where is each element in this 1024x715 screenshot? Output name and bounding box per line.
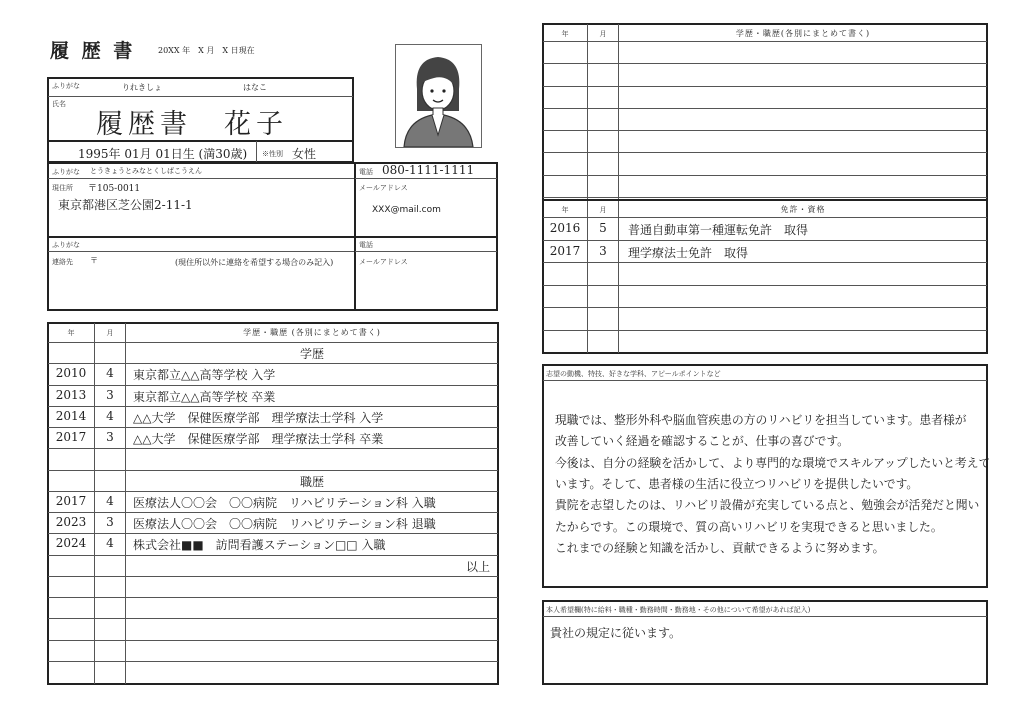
history2-row-divider — [543, 108, 987, 109]
history-text: 東京都立△△高等学校 卒業 — [133, 389, 276, 404]
history2-col-year: 年 — [561, 30, 569, 38]
history-year: 2010 — [55, 366, 87, 381]
history-row-divider — [48, 533, 498, 534]
license-row-divider — [543, 217, 987, 218]
contact-label: 連絡先 — [52, 258, 73, 266]
contact-note: (現住所以外に連絡を希望する場合のみ記入) — [175, 258, 334, 267]
history-row-divider — [48, 597, 498, 598]
motivation-label: 志望の動機、特技、好きな学科、アピールポイントなど — [546, 370, 721, 378]
contact-postal: 〒 — [90, 256, 98, 265]
history-col-month: 月 — [106, 329, 114, 337]
history-row-divider — [48, 342, 498, 343]
history-month: 3 — [106, 387, 114, 402]
history-text: 株式会社■■ 訪問看護ステーション□□ 入職 — [133, 538, 386, 553]
name-furigana-given: はなこ — [243, 83, 267, 92]
request-label: 本人希望欄(特に給料・職種・勤務時間・勤務地・その他について希望があれば記入) — [546, 606, 811, 614]
history-row-divider — [48, 448, 498, 449]
license-row-divider — [543, 285, 987, 286]
history-row-divider — [48, 555, 498, 556]
history-row-divider — [48, 406, 498, 407]
history-text: 東京都立△△高等学校 入学 — [133, 368, 276, 383]
history2-row-divider — [543, 152, 987, 153]
contact-furigana-label: ふりがな — [52, 241, 80, 249]
history-row-divider — [48, 512, 498, 513]
history-month: 4 — [106, 366, 114, 381]
license-year: 2016 — [549, 221, 581, 235]
end-mark: 以上 — [466, 559, 491, 574]
license-row-divider — [543, 262, 987, 263]
history-month: 4 — [106, 493, 114, 508]
history-year: 2017 — [55, 493, 87, 508]
history2-col-month: 月 — [599, 30, 607, 38]
motivation-line: 改善していく経過を確認することが、仕事の喜びです。 — [555, 434, 849, 449]
history-text: 医療法人〇〇会 〇〇病院 リハビリテーション科 入職 — [133, 495, 436, 510]
postal-code: 〒105-0011 — [88, 184, 141, 194]
motivation-line: 今後は、自分の経験を活かして、より専門的な環境でスキルアップしたいと考えて — [555, 455, 991, 470]
history2-row-divider — [543, 63, 987, 64]
applicant-name: 履歴書 花子 — [96, 109, 288, 140]
email-value: XXX@mail.com — [372, 205, 441, 215]
history-text: 医療法人〇〇会 〇〇病院 リハビリテーション科 退職 — [133, 517, 436, 531]
address-label: 現住所 — [52, 184, 73, 192]
history2-header: 学歴・職歴(各別にまとめて書く) — [735, 29, 871, 38]
history-row-divider — [48, 618, 498, 619]
history-year: 2023 — [55, 515, 87, 529]
license-month: 5 — [599, 221, 607, 235]
history-year: 2013 — [55, 387, 87, 402]
contact-phone-label: 電話 — [359, 241, 373, 249]
motivation-line: 貴院を志望したのは、リハビリ設備が充実している点と、勉強会が活発だと聞い — [555, 498, 980, 513]
history-row-divider — [48, 661, 498, 662]
history-row-divider — [48, 363, 498, 364]
license-top-divider — [543, 199, 987, 201]
motivation-line: います。そして、患者様の生活に役立つリハビリを提供したいです。 — [555, 476, 919, 491]
birth-date: 1995年 01月 01日生 (満30歳) — [78, 147, 248, 161]
motivation-line: 現職では、整形外科や脳血管疾患の方のリハビリを担当しています。患者様が — [555, 413, 967, 427]
phone-label: 電話 — [359, 168, 373, 176]
furigana-label: ふりがな — [52, 82, 80, 90]
history-month: 3 — [106, 430, 114, 444]
address-furigana: とうきょうとみなとくしばこうえん — [90, 167, 202, 175]
gender-label: ※性別 — [262, 150, 283, 158]
license-header: 免許・資格 — [780, 205, 826, 214]
person-portrait-icon — [396, 45, 481, 147]
motivation-line: たからです。この環境で、質の高いリハビリを実現できると思いました。 — [555, 519, 943, 534]
gender-value: 女性 — [292, 147, 317, 161]
history-month: 4 — [106, 408, 114, 423]
history-row-divider — [48, 491, 498, 492]
license-col-month: 月 — [599, 206, 607, 214]
history-col-year: 年 — [67, 329, 75, 337]
contact-email-label: メールアドレス — [359, 258, 408, 266]
history2-row-divider — [543, 197, 987, 198]
history2-row-divider — [543, 175, 987, 176]
email-label: メールアドレス — [359, 184, 408, 192]
history-section-heading: 学歴 — [299, 347, 324, 361]
history-year: 2017 — [55, 430, 87, 444]
license-row-divider — [543, 330, 987, 331]
history-header: 学歴・職歴 (各別にまとめて書く) — [243, 328, 381, 337]
address-value: 東京都港区芝公園2-11-1 — [58, 198, 193, 212]
history-row-divider — [48, 470, 498, 471]
license-row-divider — [543, 307, 987, 308]
history2-row-divider — [543, 86, 987, 87]
request-text: 貴社の規定に従います。 — [550, 626, 682, 640]
history2-row-divider — [543, 41, 987, 42]
page-title: 履 歴 書 — [50, 40, 136, 62]
history-row-divider — [48, 576, 498, 577]
history-row-divider — [48, 385, 498, 386]
history-text: △△大学 保健医療学部 理学療法士学科 入学 — [133, 410, 384, 425]
name-furigana-family: りれきしょ — [122, 83, 162, 92]
history-year: 2014 — [55, 408, 87, 423]
photo — [395, 44, 482, 148]
phone-value: 080-1111-1111 — [382, 163, 475, 177]
history2-row-divider — [543, 130, 987, 131]
motivation-line: これまでの経験と知識を活かし、貢献できるように努めます。 — [555, 540, 885, 555]
name-label: 氏名 — [52, 100, 66, 108]
license-text: 普通自動車第一種運転免許 取得 — [628, 223, 809, 237]
address-furigana-label: ふりがな — [52, 168, 80, 176]
history-text: △△大学 保健医療学部 理学療法士学科 卒業 — [133, 432, 384, 446]
history-month: 3 — [106, 515, 114, 529]
license-month: 3 — [599, 243, 607, 258]
history-row-divider — [48, 640, 498, 641]
license-col-year: 年 — [561, 206, 569, 214]
license-text: 理学療法士免許 取得 — [628, 245, 749, 260]
license-year: 2017 — [549, 243, 581, 258]
history-row-divider — [48, 427, 498, 428]
history-year: 2024 — [55, 536, 87, 551]
history-continued-table — [542, 23, 988, 354]
history-section-heading: 職歴 — [299, 474, 324, 489]
date-note: 20XX 年 X 月 X 日現在 — [158, 46, 255, 55]
history-month: 4 — [106, 536, 114, 551]
license-row-divider — [543, 240, 987, 241]
